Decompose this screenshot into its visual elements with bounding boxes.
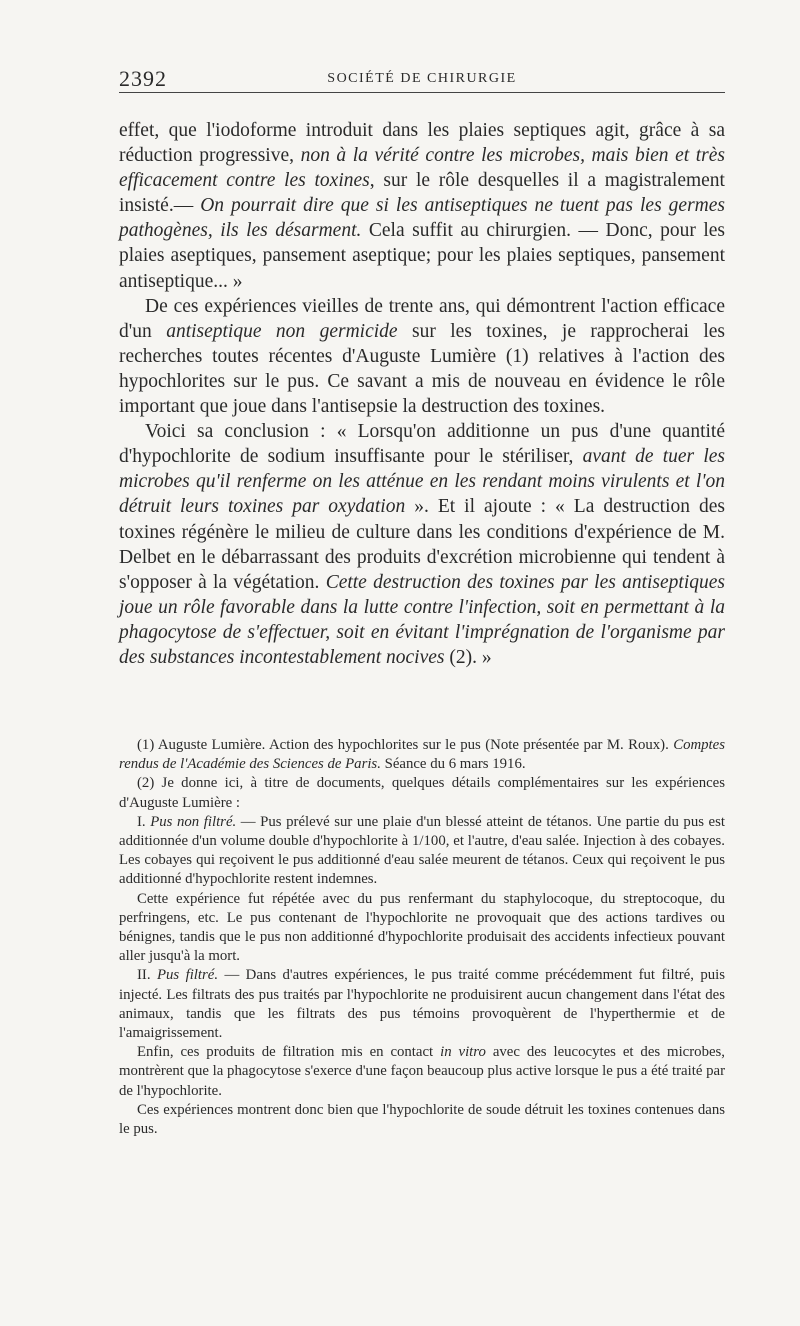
footnote <box>119 1043 725 1101</box>
body-text <box>119 118 725 670</box>
footnote: (2) Je donne ici, à titre de documents, quelques détails complémentaires sur les expériences d'Auguste Lumière : <box>119 775 725 811</box>
italic-run: avant de tuer les microbes qu'il renferme on les atténue en les rendant moins virulents et l'on détruit leurs toxines par oxydation <box>119 446 725 518</box>
footnote <box>119 736 725 774</box>
italic-run: antiseptique non germicide <box>166 320 398 342</box>
italic-run: non à la vérité contre les microbes, mais bien et très efficacement contre les toxines <box>119 145 725 192</box>
italic-run: Pus filtré. <box>156 967 219 984</box>
italic-run: Cette destruction des toxines par les antiseptiques joue un rôle favorable dans la lutte contre l'infection, soit en permettant à la phagocytose de s'effectuer, soit en évitant l'imprégnation de l'organisme par des substances incontestablement nocives <box>119 571 725 668</box>
page-number: 2392 <box>119 66 167 91</box>
text-run: effet, que l'iodoforme introduit dans les plaies septiques agit, grâce à sa réduction progressive, <box>119 120 725 167</box>
footnote: Cette expérience fut répétée avec du pus renfermant du staphylocoque, du streptocoque, du perfringens, etc. Le pus contenant de l'hypochlorite ne provoquait que des actions tardives ou bénignes, tandis que le pus non additionné d'hypochlorite produisait des accidents infectieux pouvant aller jusqu'à la mort. <box>119 890 725 965</box>
footnote: Ces expériences montrent donc bien que l'hypochlorite de soude détruit les toxines contenues dans le pus. <box>119 1101 725 1138</box>
italic-run: Comptes rendus de l'Académie des Sciences de Paris. <box>119 737 725 773</box>
footnotes <box>119 736 725 1139</box>
paragraph <box>119 294 725 419</box>
text-run: ». Et il ajoute : « La destruction des toxines régénère le milieu de culture dans les conditions d'expérience de M. Delbet en le débarrassant des produits d'excrétion microbienne qui tendent à s'opposer à la végétation. <box>119 496 726 593</box>
text-run: sur les toxines, je rapprocherai les recherches toutes récentes d'Auguste Lumière (1) relatives à l'action des hypochlorites sur le pus. Ce savant a mis de nouveau en évidence le rôle important que joue dans l'antisepsie la destruction des toxines. <box>119 320 726 418</box>
text-run: Enfin, ces produits de filtration mis en contact <box>137 1044 441 1061</box>
italic-run: in vitro <box>440 1044 486 1061</box>
text-run: I. <box>137 813 151 830</box>
text-run: II. <box>137 967 157 984</box>
text-run: avec des leucocytes et des microbes, montrèrent que la phagocytose s'exerce d'une façon beaucoup plus active lorsque le pus a été traité par de l'hypochlorite. <box>119 1044 726 1099</box>
footnote <box>119 813 725 890</box>
paragraph <box>119 118 725 294</box>
text-run: (1) Auguste Lumière. Action des hypochlorites sur le pus (Note présentée par M. Roux). <box>137 737 674 753</box>
paragraph <box>119 419 725 670</box>
text-run: — Dans d'autres expériences, le pus traité comme précédemment fut filtré, puis injecté. Les filtrats des pus traités par l'hypochlorite ne produisirent aucun changement dans l'état des animaux, tandis que les filtrats des pus témoins provoquèrent de l'hyperthermie et de l'amaigrissement. <box>119 967 725 1042</box>
text-run: Séance du 6 mars 1916. <box>380 756 526 773</box>
text-run: Cela suffit au chirurgien. — Donc, pour les plaies aseptiques, pansement aseptique; pour les plaies septiques, pansement antiseptique... » <box>119 220 726 292</box>
running-title: SOCIÉTÉ DE CHIRURGIE <box>327 71 517 86</box>
page-header <box>119 62 725 93</box>
text-run: (2). » <box>444 646 492 668</box>
text-run: , sur le rôle desquelles il a magistralement insisté.— <box>119 170 725 217</box>
italic-run: On pourrait dire que si les antiseptiques ne tuent pas les germes pathogènes, ils les désarment. <box>119 195 725 242</box>
text-run: De ces expériences vieilles de trente ans, qui démontrent l'action efficace d'un <box>119 295 725 342</box>
footnote <box>119 966 725 1043</box>
italic-run: Pus non filtré. <box>150 813 237 830</box>
text-run: — Pus prélevé sur une plaie d'un blessé atteint de tétanos. Une partie du pus est additionnée d'un volume double d'hypochlorite à 1/100, et l'autre, d'eau salée. Injection à des cobayes. Les cobayes qui reçoivent le pus additionné d'eau salée meurent de tétanos. Ceux qui reçoivent le pus additionné d'hypochlorite restent indemnes. <box>119 813 725 888</box>
text-run: Voici sa conclusion : « Lorsqu'on additionne un pus d'une quantité d'hypochlorite de sodium insuffisante pour le stériliser, <box>119 421 725 468</box>
